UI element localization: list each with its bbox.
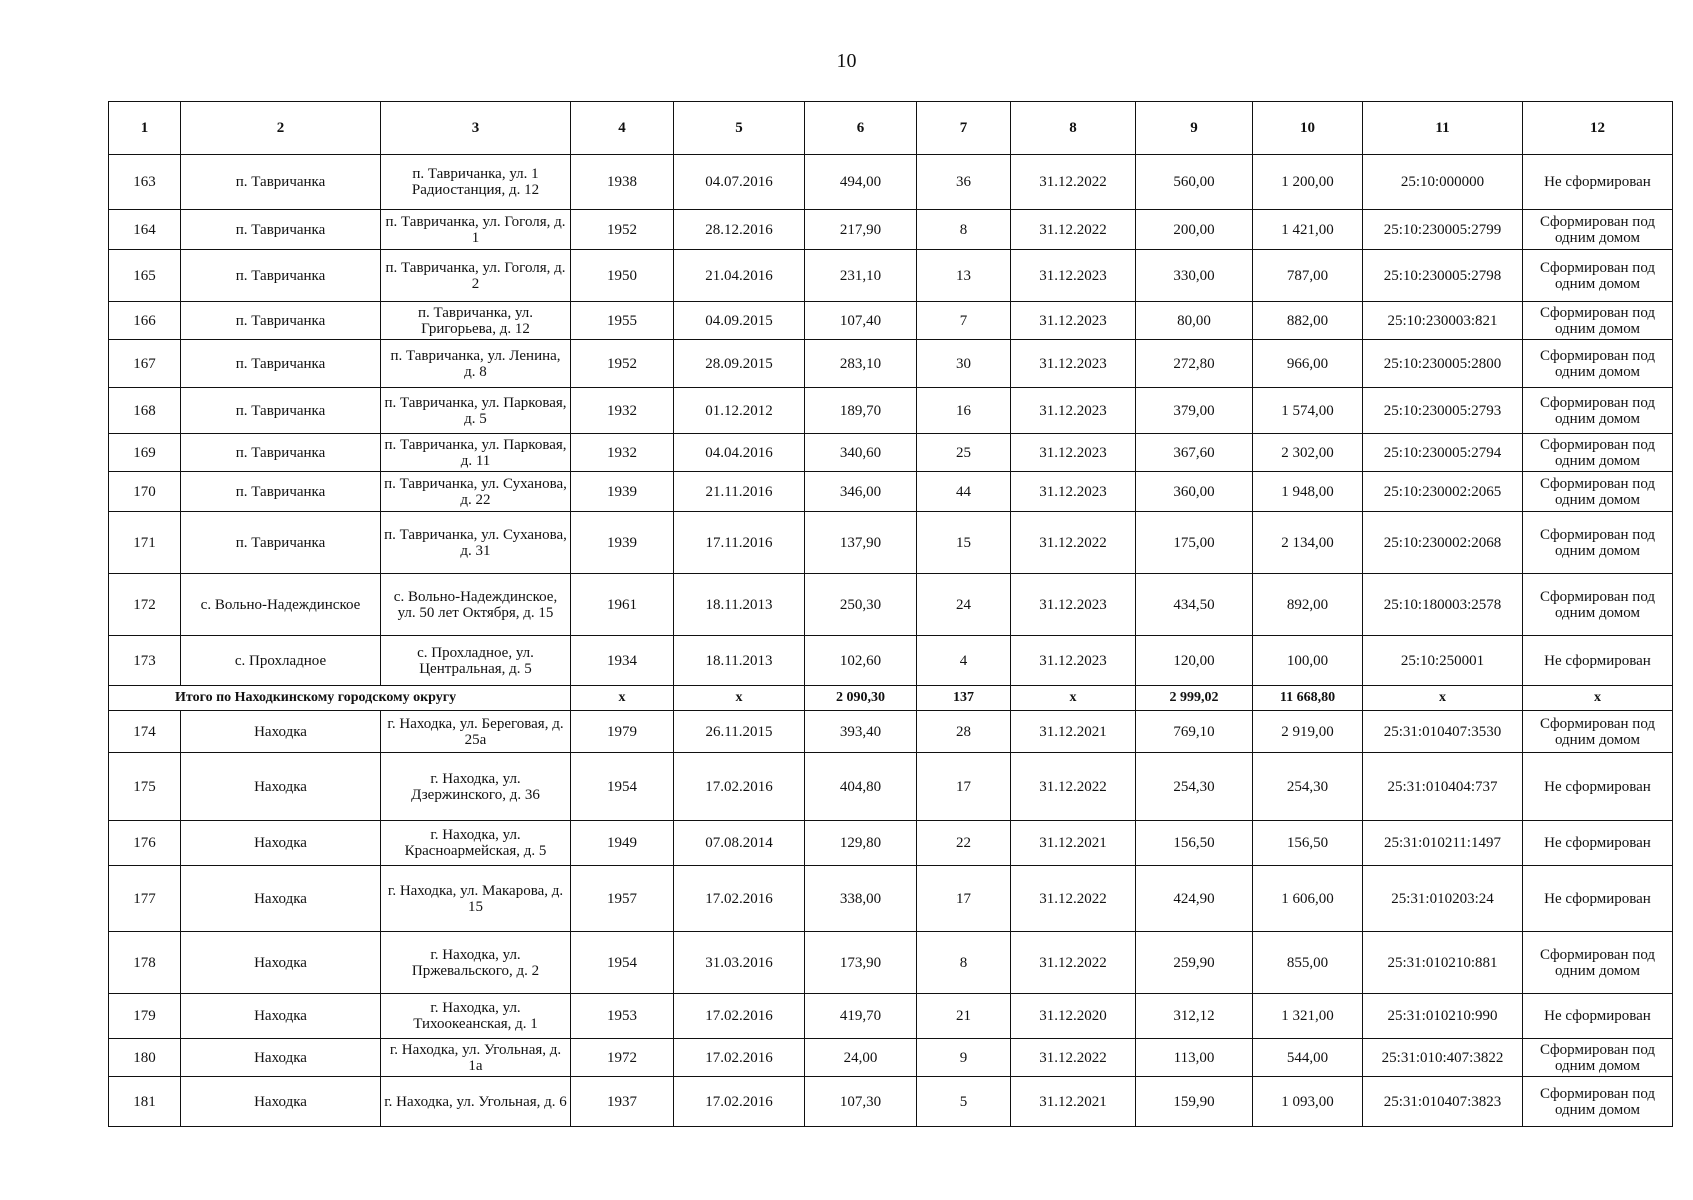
table-cell: 7 — [917, 302, 1011, 340]
table-cell: 17.02.2016 — [674, 753, 805, 821]
table-cell: 120,00 — [1136, 636, 1253, 686]
table-cell: 367,60 — [1136, 434, 1253, 472]
page-number: 10 — [836, 50, 857, 72]
table-cell: 28 — [917, 711, 1011, 753]
table-cell: 25:31:010:407:3822 — [1363, 1039, 1523, 1077]
table-cell: Не сформирован — [1523, 821, 1673, 866]
table-cell: 312,12 — [1136, 994, 1253, 1039]
table-cell: п. Тавричанка — [181, 340, 381, 388]
table-cell: 231,10 — [805, 250, 917, 302]
table-cell: 1950 — [571, 250, 674, 302]
table-cell: 31.12.2021 — [1011, 711, 1136, 753]
table-cell: 179 — [109, 994, 181, 1039]
table-cell: п. Тавричанка, ул. Гоголя, д. 1 — [381, 210, 571, 250]
table-cell: Сформирован под одним домом — [1523, 434, 1673, 472]
table-cell: 787,00 — [1253, 250, 1363, 302]
table-cell: 2 134,00 — [1253, 512, 1363, 574]
table-cell: Находка — [181, 932, 381, 994]
table-cell: 966,00 — [1253, 340, 1363, 388]
table-row — [109, 1039, 1673, 1077]
table-cell: 1972 — [571, 1039, 674, 1077]
table-cell: 17.11.2016 — [674, 512, 805, 574]
table-row — [109, 753, 1673, 821]
table-cell: Сформирован под одним домом — [1523, 1039, 1673, 1077]
table-cell: 175 — [109, 753, 181, 821]
table-cell: 18.11.2013 — [674, 636, 805, 686]
total-cell: х — [674, 686, 805, 711]
column-header: 10 — [1253, 102, 1363, 155]
table-cell: с. Прохладное, ул. Центральная, д. 5 — [381, 636, 571, 686]
table-cell: 25:10:230002:2065 — [1363, 472, 1523, 512]
table-cell: 25:10:230002:2068 — [1363, 512, 1523, 574]
table-cell: 560,00 — [1136, 155, 1253, 210]
table-cell: 8 — [917, 210, 1011, 250]
table-cell: 283,10 — [805, 340, 917, 388]
table-cell: 163 — [109, 155, 181, 210]
table-cell: 1939 — [571, 512, 674, 574]
table-cell: 16 — [917, 388, 1011, 434]
table-cell: 25:31:010404:737 — [1363, 753, 1523, 821]
table-cell: 28.09.2015 — [674, 340, 805, 388]
table-cell: г. Находка, ул. Тихоокеанская, д. 1 — [381, 994, 571, 1039]
table-cell: 1955 — [571, 302, 674, 340]
table-cell: 31.12.2022 — [1011, 210, 1136, 250]
table-cell: 1952 — [571, 210, 674, 250]
table-cell: Сформирован под одним домом — [1523, 388, 1673, 434]
table-cell: 379,00 — [1136, 388, 1253, 434]
table-cell: 2 302,00 — [1253, 434, 1363, 472]
table-cell: г. Находка, ул. Пржевальского, д. 2 — [381, 932, 571, 994]
table-cell: 9 — [917, 1039, 1011, 1077]
table-cell: 1937 — [571, 1077, 674, 1127]
table-cell: 25:10:230005:2793 — [1363, 388, 1523, 434]
column-header: 11 — [1363, 102, 1523, 155]
table-cell: 1 574,00 — [1253, 388, 1363, 434]
total-cell: х — [1363, 686, 1523, 711]
table-cell: 272,80 — [1136, 340, 1253, 388]
table-cell: 177 — [109, 866, 181, 932]
table-cell: 156,50 — [1136, 821, 1253, 866]
table-cell: 1 200,00 — [1253, 155, 1363, 210]
table-cell: 178 — [109, 932, 181, 994]
table-row — [109, 210, 1673, 250]
table-cell: 434,50 — [1136, 574, 1253, 636]
table-cell: 15 — [917, 512, 1011, 574]
table-cell: 25:31:010407:3823 — [1363, 1077, 1523, 1127]
table-row — [109, 472, 1673, 512]
table-cell: п. Тавричанка — [181, 512, 381, 574]
table-cell: 28.12.2016 — [674, 210, 805, 250]
table-cell: 31.12.2021 — [1011, 821, 1136, 866]
table-cell: 393,40 — [805, 711, 917, 753]
table-cell: 168 — [109, 388, 181, 434]
table-row — [109, 155, 1673, 210]
table-cell: 17.02.2016 — [674, 866, 805, 932]
table-cell: 31.12.2023 — [1011, 636, 1136, 686]
table-cell: Сформирован под одним домом — [1523, 1077, 1673, 1127]
table-cell: 18.11.2013 — [674, 574, 805, 636]
table-cell: 31.12.2023 — [1011, 340, 1136, 388]
table-cell: 01.12.2012 — [674, 388, 805, 434]
table-cell: 21 — [917, 994, 1011, 1039]
column-header: 12 — [1523, 102, 1673, 155]
table-cell: 217,90 — [805, 210, 917, 250]
table-cell: с. Прохладное — [181, 636, 381, 686]
table-row — [109, 711, 1673, 753]
column-header: 3 — [381, 102, 571, 155]
total-row — [109, 686, 1673, 711]
table-cell: 1954 — [571, 932, 674, 994]
table-cell: п. Тавричанка, ул. Суханова, д. 31 — [381, 512, 571, 574]
table-cell: 164 — [109, 210, 181, 250]
table-cell: 189,70 — [805, 388, 917, 434]
table-cell: 166 — [109, 302, 181, 340]
table-cell: 31.12.2022 — [1011, 753, 1136, 821]
table-cell: 159,90 — [1136, 1077, 1253, 1127]
table-row — [109, 388, 1673, 434]
table-row — [109, 994, 1673, 1039]
table-cell: 07.08.2014 — [674, 821, 805, 866]
table-cell: п. Тавричанка — [181, 472, 381, 512]
table-row — [109, 512, 1673, 574]
table-cell: 31.12.2023 — [1011, 574, 1136, 636]
table-cell: 1953 — [571, 994, 674, 1039]
table-cell: 181 — [109, 1077, 181, 1127]
table-cell: 340,60 — [805, 434, 917, 472]
table-cell: 1932 — [571, 434, 674, 472]
table-cell: 8 — [917, 932, 1011, 994]
column-header: 2 — [181, 102, 381, 155]
table-cell: 360,00 — [1136, 472, 1253, 512]
table-cell: 259,90 — [1136, 932, 1253, 994]
table-cell: 25:31:010211:1497 — [1363, 821, 1523, 866]
table-cell: 31.12.2021 — [1011, 1077, 1136, 1127]
table-cell: с. Вольно-Надеждинское, ул. 50 лет Октября, д. 15 — [381, 574, 571, 636]
table-header-row — [109, 102, 1673, 155]
table-cell: 180 — [109, 1039, 181, 1077]
table-cell: п. Тавричанка, ул. Парковая, д. 11 — [381, 434, 571, 472]
table-cell: 156,50 — [1253, 821, 1363, 866]
table-cell: г. Находка, ул. Красноармейская, д. 5 — [381, 821, 571, 866]
table-cell: с. Вольно-Надеждинское — [181, 574, 381, 636]
table-cell: 36 — [917, 155, 1011, 210]
total-cell: 11 668,80 — [1253, 686, 1363, 711]
table-cell: 17 — [917, 866, 1011, 932]
table-cell: г. Находка, ул. Макарова, д. 15 — [381, 866, 571, 932]
table-cell: 137,90 — [805, 512, 917, 574]
table-cell: 17.02.2016 — [674, 1039, 805, 1077]
table-cell: г. Находка, ул. Угольная, д. 1а — [381, 1039, 571, 1077]
table-cell: 250,30 — [805, 574, 917, 636]
table-cell: 129,80 — [805, 821, 917, 866]
table-cell: Находка — [181, 753, 381, 821]
table-row — [109, 866, 1673, 932]
table-cell: 254,30 — [1253, 753, 1363, 821]
table-cell: 31.03.2016 — [674, 932, 805, 994]
table-cell: 1979 — [571, 711, 674, 753]
table-cell: 22 — [917, 821, 1011, 866]
table-cell: 171 — [109, 512, 181, 574]
table-cell: Находка — [181, 711, 381, 753]
table-cell: 1 948,00 — [1253, 472, 1363, 512]
table-cell: 31.12.2023 — [1011, 388, 1136, 434]
table-cell: 31.12.2023 — [1011, 250, 1136, 302]
table-cell: 04.04.2016 — [674, 434, 805, 472]
table-cell: 13 — [917, 250, 1011, 302]
table-cell: п. Тавричанка — [181, 388, 381, 434]
table-cell: 25:31:010210:881 — [1363, 932, 1523, 994]
table-cell: 1939 — [571, 472, 674, 512]
table-cell: 173,90 — [805, 932, 917, 994]
table-row — [109, 302, 1673, 340]
table-cell: Находка — [181, 866, 381, 932]
table-cell: 24 — [917, 574, 1011, 636]
table-cell: 424,90 — [1136, 866, 1253, 932]
table-cell: 1 321,00 — [1253, 994, 1363, 1039]
table-cell: Сформирован под одним домом — [1523, 210, 1673, 250]
total-cell: х — [1011, 686, 1136, 711]
table-cell: 165 — [109, 250, 181, 302]
table-cell: Не сформирован — [1523, 155, 1673, 210]
table-cell: 21.04.2016 — [674, 250, 805, 302]
table-cell: Сформирован под одним домом — [1523, 250, 1673, 302]
table-cell: Сформирован под одним домом — [1523, 302, 1673, 340]
table-cell: п. Тавричанка, ул. Григорьева, д. 12 — [381, 302, 571, 340]
table-cell: 175,00 — [1136, 512, 1253, 574]
table-row — [109, 250, 1673, 302]
table-cell: Не сформирован — [1523, 994, 1673, 1039]
table-cell: г. Находка, ул. Дзержинского, д. 36 — [381, 753, 571, 821]
table-cell: 25:31:010203:24 — [1363, 866, 1523, 932]
table-cell: Сформирован под одним домом — [1523, 711, 1673, 753]
table-cell: 173 — [109, 636, 181, 686]
table-row — [109, 636, 1673, 686]
table-cell: 1 606,00 — [1253, 866, 1363, 932]
table-cell: 25:10:180003:2578 — [1363, 574, 1523, 636]
table-cell: 254,30 — [1136, 753, 1253, 821]
table-cell: 25:10:230005:2798 — [1363, 250, 1523, 302]
table-cell: 107,40 — [805, 302, 917, 340]
table-cell: г. Находка, ул. Береговая, д. 25а — [381, 711, 571, 753]
table-cell: п. Тавричанка — [181, 434, 381, 472]
table-cell: 404,80 — [805, 753, 917, 821]
table-cell: 200,00 — [1136, 210, 1253, 250]
table-cell: 25:10:230003:821 — [1363, 302, 1523, 340]
table-cell: Не сформирован — [1523, 636, 1673, 686]
table-cell: 80,00 — [1136, 302, 1253, 340]
total-cell: х — [1523, 686, 1673, 711]
total-cell: 137 — [917, 686, 1011, 711]
column-header: 5 — [674, 102, 805, 155]
table-cell: 04.07.2016 — [674, 155, 805, 210]
table-cell: 04.09.2015 — [674, 302, 805, 340]
table-cell: п. Тавричанка — [181, 210, 381, 250]
table-cell: 1938 — [571, 155, 674, 210]
table-cell: 338,00 — [805, 866, 917, 932]
table-cell: 2 919,00 — [1253, 711, 1363, 753]
table-cell: 167 — [109, 340, 181, 388]
table-cell: 1 421,00 — [1253, 210, 1363, 250]
table-cell: 1932 — [571, 388, 674, 434]
table-cell: 24,00 — [805, 1039, 917, 1077]
table-cell: 21.11.2016 — [674, 472, 805, 512]
table-cell: 31.12.2022 — [1011, 866, 1136, 932]
table-cell: 855,00 — [1253, 932, 1363, 994]
table-cell: 31.12.2022 — [1011, 512, 1136, 574]
table-cell: 4 — [917, 636, 1011, 686]
table-cell: 1961 — [571, 574, 674, 636]
total-cell: 2 999,02 — [1136, 686, 1253, 711]
table-cell: Сформирован под одним домом — [1523, 340, 1673, 388]
housing-table — [108, 101, 1673, 1127]
table-cell: 25:10:000000 — [1363, 155, 1523, 210]
table-cell: 1949 — [571, 821, 674, 866]
table-cell: п. Тавричанка, ул. Ленина, д. 8 — [381, 340, 571, 388]
table-cell: 100,00 — [1253, 636, 1363, 686]
table-cell: 25:10:230005:2799 — [1363, 210, 1523, 250]
table-cell: Сформирован под одним домом — [1523, 472, 1673, 512]
table-cell: 346,00 — [805, 472, 917, 512]
table-cell: п. Тавричанка — [181, 302, 381, 340]
table-cell: п. Тавричанка, ул. Гоголя, д. 2 — [381, 250, 571, 302]
table-cell: 176 — [109, 821, 181, 866]
table-cell: 25:10:250001 — [1363, 636, 1523, 686]
column-header: 6 — [805, 102, 917, 155]
table-cell: Находка — [181, 994, 381, 1039]
table-row — [109, 932, 1673, 994]
table-cell: 172 — [109, 574, 181, 636]
table-cell: Сформирован под одним домом — [1523, 512, 1673, 574]
table-cell: Не сформирован — [1523, 753, 1673, 821]
table-cell: 31.12.2022 — [1011, 932, 1136, 994]
table-cell: 170 — [109, 472, 181, 512]
table-row — [109, 821, 1673, 866]
table-cell: 31.12.2020 — [1011, 994, 1136, 1039]
table-cell: 1957 — [571, 866, 674, 932]
table-cell: Сформирован под одним домом — [1523, 932, 1673, 994]
table-cell: 1934 — [571, 636, 674, 686]
column-header: 1 — [109, 102, 181, 155]
table-cell: 31.12.2022 — [1011, 1039, 1136, 1077]
table-cell: 25 — [917, 434, 1011, 472]
table-cell: 544,00 — [1253, 1039, 1363, 1077]
table-cell: п. Тавричанка, ул. Парковая, д. 5 — [381, 388, 571, 434]
table-cell: 419,70 — [805, 994, 917, 1039]
table-cell: 113,00 — [1136, 1039, 1253, 1077]
table-cell: 31.12.2023 — [1011, 302, 1136, 340]
table-cell: 102,60 — [805, 636, 917, 686]
table-cell: 30 — [917, 340, 1011, 388]
table-cell: 174 — [109, 711, 181, 753]
table-cell: 1954 — [571, 753, 674, 821]
table-cell: 107,30 — [805, 1077, 917, 1127]
table-cell: 25:10:230005:2794 — [1363, 434, 1523, 472]
column-header: 8 — [1011, 102, 1136, 155]
table-cell: 25:31:010407:3530 — [1363, 711, 1523, 753]
table-cell: 31.12.2023 — [1011, 434, 1136, 472]
table-cell: п. Тавричанка, ул. Суханова, д. 22 — [381, 472, 571, 512]
column-header: 9 — [1136, 102, 1253, 155]
table-cell: п. Тавричанка — [181, 250, 381, 302]
table-cell: 26.11.2015 — [674, 711, 805, 753]
table-cell: г. Находка, ул. Угольная, д. 6 — [381, 1077, 571, 1127]
column-header: 7 — [917, 102, 1011, 155]
table-cell: 17 — [917, 753, 1011, 821]
table-cell: Сформирован под одним домом — [1523, 574, 1673, 636]
table-row — [109, 574, 1673, 636]
table-cell: 31.12.2023 — [1011, 472, 1136, 512]
table-cell: 17.02.2016 — [674, 1077, 805, 1127]
column-header: 4 — [571, 102, 674, 155]
table-cell: 44 — [917, 472, 1011, 512]
table-cell: п. Тавричанка — [181, 155, 381, 210]
table-cell: 1 093,00 — [1253, 1077, 1363, 1127]
table-cell: Находка — [181, 1039, 381, 1077]
table-cell: 1952 — [571, 340, 674, 388]
table-cell: Находка — [181, 821, 381, 866]
table-cell: 25:31:010210:990 — [1363, 994, 1523, 1039]
table-cell: 17.02.2016 — [674, 994, 805, 1039]
table-cell: 494,00 — [805, 155, 917, 210]
table-cell: 882,00 — [1253, 302, 1363, 340]
table-cell: 169 — [109, 434, 181, 472]
total-label: Итого по Находкинскому городскому округу — [109, 686, 571, 711]
table-cell: 31.12.2022 — [1011, 155, 1136, 210]
table-cell: 330,00 — [1136, 250, 1253, 302]
table-cell: 25:10:230005:2800 — [1363, 340, 1523, 388]
table-cell: п. Тавричанка, ул. 1 Радиостанция, д. 12 — [381, 155, 571, 210]
table-cell: 769,10 — [1136, 711, 1253, 753]
table-cell: Не сформирован — [1523, 866, 1673, 932]
table-row — [109, 1077, 1673, 1127]
total-cell: х — [571, 686, 674, 711]
table-cell: 5 — [917, 1077, 1011, 1127]
total-cell: 2 090,30 — [805, 686, 917, 711]
table-row — [109, 434, 1673, 472]
table-row — [109, 340, 1673, 388]
table-cell: Находка — [181, 1077, 381, 1127]
table-cell: 892,00 — [1253, 574, 1363, 636]
